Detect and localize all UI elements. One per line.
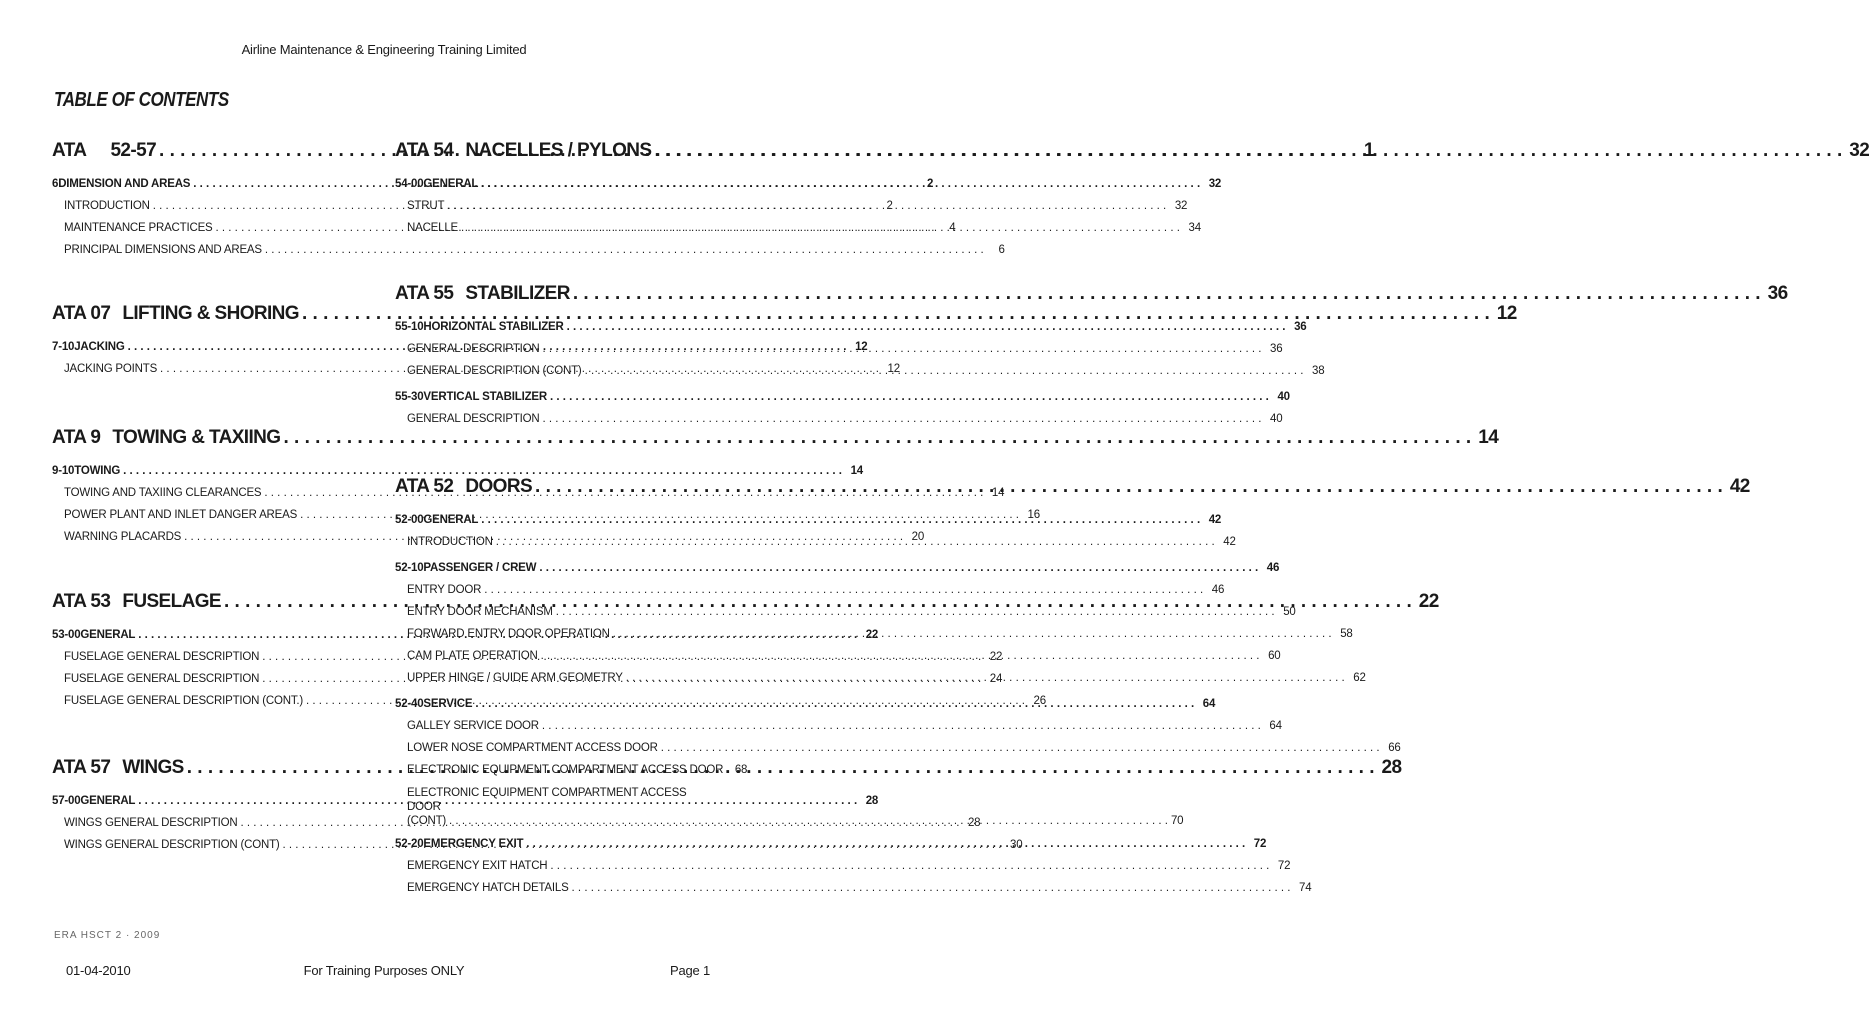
toc-item[interactable] xyxy=(395,764,748,786)
leader-dots xyxy=(573,283,1761,305)
footer-page: Page 1 xyxy=(670,963,711,978)
leader-dots xyxy=(187,757,1375,779)
leader-dots xyxy=(475,698,1194,710)
sub-page: 36 xyxy=(1294,321,1307,333)
leader-dots xyxy=(550,860,1269,872)
leader-dots xyxy=(572,882,1291,894)
toc-title: TABLE OF CONTENTS xyxy=(54,89,229,111)
ata-chapter-row[interactable] xyxy=(395,140,1869,170)
sub-code: 53-00 xyxy=(52,629,81,641)
sub-code: 54-00 xyxy=(395,178,424,190)
leader-dots xyxy=(543,343,1262,355)
footer-date: 01-04-2010 xyxy=(66,963,131,978)
item-title: GENERAL DESCRIPTION (CONT) xyxy=(407,365,582,377)
ata-code: ATA 07 xyxy=(52,303,111,324)
item-page: 58 xyxy=(1340,628,1353,640)
toc-item[interactable] xyxy=(395,606,1296,628)
leader-dots xyxy=(613,628,1332,640)
ata-page: 14 xyxy=(1478,427,1499,448)
ata-title: WINGS xyxy=(122,757,184,778)
leader-dots xyxy=(567,321,1286,333)
leader-dots xyxy=(481,178,1200,190)
sub-code: 6 xyxy=(52,178,59,190)
leader-dots xyxy=(526,838,1245,850)
sub-title: GENERAL xyxy=(423,178,479,190)
item-page: 12 xyxy=(887,363,900,375)
item-title: ENTRY DOOR MECHANISM xyxy=(407,606,553,618)
sub-title: GENERAL xyxy=(423,514,479,526)
sub-code: 52-20 xyxy=(395,838,424,850)
leader-dots xyxy=(496,536,1215,548)
sub-title: SERVICE xyxy=(423,698,473,710)
leader-dots xyxy=(539,562,1258,574)
item-title: STRUT xyxy=(407,200,445,212)
toc-item[interactable] xyxy=(395,860,1291,882)
item-title: ENTRY DOOR xyxy=(407,584,482,596)
sub-code: 52-40 xyxy=(395,698,424,710)
toc-item[interactable] xyxy=(52,487,1005,509)
item-title: GENERAL DESCRIPTION xyxy=(407,343,540,355)
toc-item[interactable] xyxy=(395,413,1283,435)
sub-page: 22 xyxy=(865,629,879,641)
item-page: 42 xyxy=(1223,536,1236,548)
item-page: 62 xyxy=(1353,672,1366,684)
ata-page: 32 xyxy=(1849,140,1869,161)
item-page: 74 xyxy=(1299,882,1312,894)
item-page: 66 xyxy=(1388,742,1401,754)
sub-code: 7-10 xyxy=(52,341,75,353)
item-page: 60 xyxy=(1268,650,1281,662)
document-header: Airline Maintenance & Engineering Training Limited xyxy=(241,42,527,57)
toc-item[interactable] xyxy=(395,882,1312,904)
sub-page: 12 xyxy=(855,341,868,353)
ata-page: 1 xyxy=(1363,140,1374,161)
ata-code: ATA 57 xyxy=(52,757,111,778)
leader-dots xyxy=(265,244,984,256)
footer-center: For Training Purposes ONLY xyxy=(303,963,465,978)
sub-section-row[interactable] xyxy=(395,562,1280,584)
leader-dots xyxy=(550,391,1269,403)
ata-title: NACELLES / PYLONS xyxy=(465,140,652,161)
item-title: PRINCIPAL DIMENSIONS AND AREAS xyxy=(64,244,262,256)
ata-title: TOWING & TAXIING xyxy=(112,427,281,448)
sub-page: 46 xyxy=(1266,562,1280,574)
ata-page: 36 xyxy=(1767,283,1788,304)
item-title: WINGS GENERAL DESCRIPTION (CONT) xyxy=(64,839,280,851)
item-page: 68 xyxy=(734,764,748,776)
leader-dots xyxy=(661,742,1380,754)
ata-page: 28 xyxy=(1381,757,1402,778)
item-page: 50 xyxy=(1283,606,1296,618)
item-page: 32 xyxy=(1174,200,1188,212)
sub-page: 28 xyxy=(865,795,879,807)
sub-code: 57-00 xyxy=(52,795,81,807)
item-title: FUSELAGE GENERAL DESCRIPTION (CONT.) xyxy=(64,695,304,707)
ata-title: DOORS xyxy=(465,476,533,497)
ata-code: ATA 54 xyxy=(395,140,454,161)
sub-section-row[interactable] xyxy=(395,391,1290,413)
sub-title: DIMENSION AND AREAS xyxy=(58,178,191,190)
sub-page: 32 xyxy=(1208,178,1222,190)
item-title: NACELLE xyxy=(407,222,459,234)
item-page: 72 xyxy=(1277,860,1291,872)
ata-title: LIFTING & SHORING xyxy=(122,303,299,324)
sub-title: GENERAL xyxy=(80,795,136,807)
leader-dots xyxy=(449,814,1168,828)
toc-section xyxy=(395,140,1869,244)
leader-dots xyxy=(447,200,1166,212)
ata-code: ATA 52 xyxy=(395,476,454,497)
sub-code: 9-10 xyxy=(52,465,75,477)
leader-dots xyxy=(542,720,1261,732)
sub-section-row[interactable] xyxy=(395,178,1222,200)
item-page: 20 xyxy=(911,531,925,543)
item-page: 4 xyxy=(949,222,956,234)
item-page: 22 xyxy=(989,651,1003,663)
sub-page: 40 xyxy=(1277,391,1290,403)
item-page: 38 xyxy=(1312,365,1325,377)
sub-page: 42 xyxy=(1208,514,1222,526)
leader-dots xyxy=(461,222,1180,234)
leader-dots xyxy=(481,514,1200,526)
ata-page: 12 xyxy=(1496,303,1517,324)
item-page: 28 xyxy=(967,817,981,829)
item-title: GENERAL DESCRIPTION xyxy=(407,413,540,425)
ata-chapter-row[interactable] xyxy=(395,283,1788,313)
ata-code: ATA 9 xyxy=(52,427,101,448)
sub-page: 72 xyxy=(1253,838,1267,850)
item-title: ELECTRONIC EQUIPMENT COMPARTMENT ACCESS DOOR xyxy=(407,764,724,776)
item-page: 24 xyxy=(989,673,1003,685)
ata-page: 42 xyxy=(1729,476,1750,497)
leader-dots xyxy=(541,650,1260,662)
sub-title: VERTICAL STABILIZER xyxy=(423,391,547,403)
ata-title: STABILIZER xyxy=(465,283,570,304)
sub-code: 52-00 xyxy=(395,514,424,526)
item-page: 70 xyxy=(1170,815,1184,827)
sub-page: 2 xyxy=(926,178,934,190)
item-title: MAINTENANCE PRACTICES xyxy=(64,222,213,234)
toc-item[interactable] xyxy=(395,200,1188,222)
item-page: 26 xyxy=(1033,695,1046,707)
item-title: ELECTRONIC EQUIPMENT COMPARTMENT ACCESS DOOR xyxy=(407,787,687,813)
leader-dots xyxy=(556,606,1275,618)
item-page: 36 xyxy=(1270,343,1283,355)
leader-dots xyxy=(535,476,1723,498)
sub-title: EMERGENCY EXIT xyxy=(423,838,524,850)
item-title: INTRODUCTION xyxy=(407,536,493,548)
item-title: TOWING AND TAXIING CLEARANCES xyxy=(64,487,262,499)
sub-code: 52-10 xyxy=(395,562,424,574)
item-title: WINGS GENERAL DESCRIPTION xyxy=(64,817,238,829)
item-page: 2 xyxy=(886,200,893,212)
sub-code: 55-10 xyxy=(395,321,424,333)
cropped-footer-text: ERA HSCT 2 · 2009 xyxy=(54,930,161,941)
toc-item[interactable] xyxy=(395,584,1225,606)
toc-item[interactable] xyxy=(52,244,1005,266)
item-page: 34 xyxy=(1188,222,1201,234)
item-page: 46 xyxy=(1211,584,1225,596)
ata-code: ATA xyxy=(52,140,87,161)
sub-page: 14 xyxy=(850,465,863,477)
sub-title: JACKING xyxy=(74,341,125,353)
item-title: FUSELAGE GENERAL DESCRIPTION xyxy=(64,651,260,663)
leader-dots xyxy=(543,413,1262,425)
leader-dots xyxy=(655,140,1843,162)
ata-title: 52-57 xyxy=(110,140,157,161)
ata-chapter-row[interactable] xyxy=(52,427,1499,457)
toc-item[interactable] xyxy=(395,720,1282,742)
item-page: 14 xyxy=(991,487,1005,499)
item-title: FORWARD ENTRY DOOR OPERATION xyxy=(407,628,610,640)
item-page: 30 xyxy=(1010,839,1023,851)
toc-item[interactable] xyxy=(395,742,1401,764)
item-title: GALLEY SERVICE DOOR xyxy=(407,720,539,732)
sub-title: GENERAL xyxy=(80,629,136,641)
leader-dots xyxy=(484,584,1203,596)
item-title: UPPER HINGE / GUIDE ARM GEOMETRY xyxy=(407,672,623,684)
item-title: INTRODUCTION xyxy=(64,200,150,212)
ata-code: ATA 55 xyxy=(395,283,454,304)
item-page: 64 xyxy=(1269,720,1282,732)
item-page: 6 xyxy=(998,244,1005,256)
item-title: LOWER NOSE COMPARTMENT ACCESS DOOR xyxy=(407,742,658,754)
sub-code: 55-30 xyxy=(395,391,424,403)
sub-title: TOWING xyxy=(74,465,121,477)
item-title-cont: (CONT) xyxy=(407,815,447,827)
leader-dots xyxy=(626,672,1345,684)
item-page: 40 xyxy=(1270,413,1283,425)
item-title: EMERGENCY HATCH DETAILS xyxy=(407,882,569,894)
leader-dots xyxy=(585,365,1304,377)
sub-title: HORIZONTAL STABILIZER xyxy=(423,321,564,333)
item-title: CAM PLATE OPERATION xyxy=(407,650,538,662)
item-title: FUSELAGE GENERAL DESCRIPTION xyxy=(64,673,260,685)
toc-item[interactable] xyxy=(395,222,1201,244)
ata-title: FUSELAGE xyxy=(122,591,221,612)
sub-section-row[interactable] xyxy=(395,321,1307,343)
item-title: JACKING POINTS xyxy=(64,363,158,375)
item-page: 16 xyxy=(1027,509,1040,521)
ata-page: 22 xyxy=(1418,591,1439,612)
ata-code: ATA 53 xyxy=(52,591,111,612)
item-title: EMERGENCY EXIT HATCH xyxy=(407,860,548,872)
item-title: WARNING PLACARDS xyxy=(64,531,182,543)
item-title: POWER PLANT AND INLET DANGER AREAS xyxy=(64,509,298,521)
sub-page: 64 xyxy=(1202,698,1216,710)
sub-title: PASSENGER / CREW xyxy=(423,562,537,574)
